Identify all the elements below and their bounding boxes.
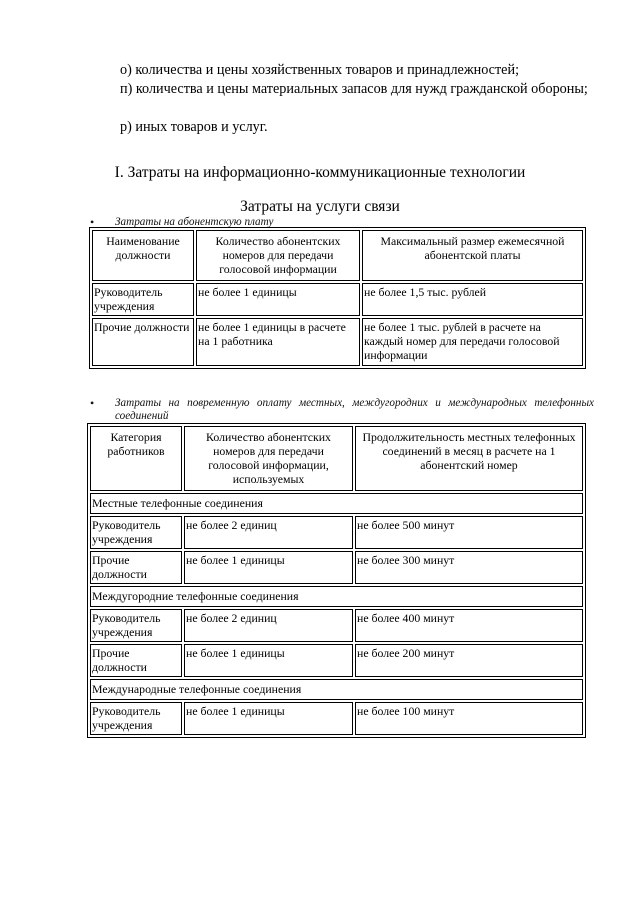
table-cell: не более 200 минут	[355, 644, 583, 677]
table2-caption-text: Затраты на повременную оплату местных, междугородних и международных телефонных соединений	[115, 397, 594, 422]
table-cell: не более 2 единиц	[184, 516, 353, 549]
table-row	[90, 551, 583, 584]
table-header-cell: Максимальный размер ежемесячной абонентской платы	[362, 230, 583, 281]
paragraph-r-text: р) иных товаров и услуг.	[120, 119, 268, 135]
table-cell: Прочие должности	[90, 551, 182, 584]
table-cell: не более 400 минут	[355, 609, 583, 642]
section-title: I. Затраты на информационно-коммуникационные технологии	[114, 164, 526, 181]
table-cell: не более 1 единицы	[184, 644, 353, 677]
table-cell: не более 300 минут	[355, 551, 583, 584]
table-group-row	[90, 493, 583, 514]
table-row	[90, 644, 583, 677]
paragraph-r	[90, 118, 592, 137]
table-cell: не более 1 единицы в расчете на 1 работника	[196, 318, 360, 366]
table-header-cell: Наименование должности	[92, 230, 194, 281]
subsection-title: Затраты на услуги связи	[240, 198, 400, 215]
call-duration-table	[87, 423, 586, 738]
table-header-cell: Количество абонентских номеров для передачи голосовой информации	[196, 230, 360, 281]
table-header-row	[92, 230, 583, 281]
table-row	[92, 283, 583, 316]
table-group-row	[90, 679, 583, 700]
paragraph-p	[90, 80, 592, 99]
table-header-row	[90, 426, 583, 491]
table-header-cell: Количество абонентских номеров для передачи голосовой информации, используемых	[184, 426, 353, 491]
table-row	[92, 318, 583, 366]
table-cell: Руководитель учреждения	[90, 516, 182, 549]
table-cell: не более 100 минут	[355, 702, 583, 735]
paragraph-p-text: п) количества и цены материальных запасов для нужд гражданской обороны;	[120, 81, 588, 97]
group-title-international: Международные телефонные соединения	[90, 679, 583, 700]
table-cell: Руководитель учреждения	[90, 702, 182, 735]
table-cell: не более 1 тыс. рублей в расчете на каждый номер для передачи голосовой информации	[362, 318, 583, 366]
table-cell: не более 1,5 тыс. рублей	[362, 283, 583, 316]
table-cell: не более 2 единиц	[184, 609, 353, 642]
table2-caption	[90, 397, 594, 423]
table-cell: не более 1 единицы	[196, 283, 360, 316]
table-cell: Руководитель учреждения	[92, 283, 194, 316]
table-cell: Прочие должности	[90, 644, 182, 677]
table-header-cell: Категория работников	[90, 426, 182, 491]
paragraph-o	[90, 61, 592, 80]
bullet-icon: •	[90, 215, 95, 229]
table-cell: не более 500 минут	[355, 516, 583, 549]
table-row	[90, 609, 583, 642]
table-row	[90, 516, 583, 549]
table-header-cell: Продолжительность местных телефонных соединений в месяц в расчете на 1 абонентский номер	[355, 426, 583, 491]
table-cell: Руководитель учреждения	[90, 609, 182, 642]
subscription-fee-table	[89, 227, 586, 369]
table-cell: Прочие должности	[92, 318, 194, 366]
paragraph-o-text: о) количества и цены хозяйственных товаров и принадлежностей;	[120, 62, 520, 78]
table-cell: не более 1 единицы	[184, 702, 353, 735]
table1-caption-text: Затраты на абонентскую плату	[115, 216, 274, 228]
group-title-long-distance: Междугородние телефонные соединения	[90, 586, 583, 607]
bullet-icon: •	[90, 396, 95, 410]
group-title-local: Местные телефонные соединения	[90, 493, 583, 514]
table-row	[90, 702, 583, 735]
table-group-row	[90, 586, 583, 607]
table-cell: не более 1 единицы	[184, 551, 353, 584]
